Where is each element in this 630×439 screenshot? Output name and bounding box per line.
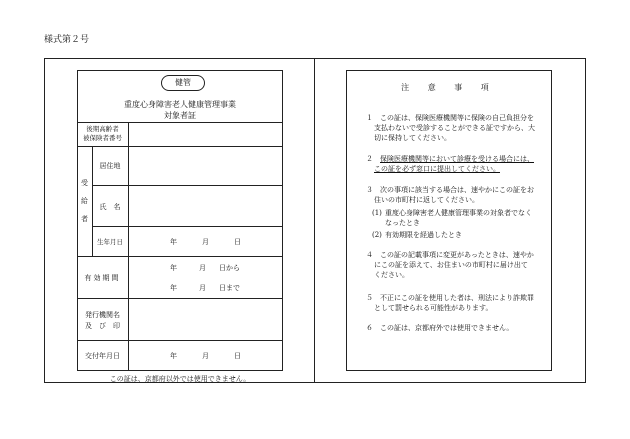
notice-sub-2-line1: 有効期限を経過したとき [385, 231, 462, 239]
dob-month-unit: 月 [202, 238, 209, 246]
notice-item-3-line2: 住いの市町村に返してください。 [374, 196, 479, 204]
rule-address-bottom [92, 185, 283, 186]
rule-recipient-bottom [77, 256, 283, 257]
notice-item-1-line1: この証は、保険医療機関等に保険の自己負担分を [380, 114, 534, 122]
notice-title: 注 意 事 項 [401, 83, 497, 92]
notice-sub-1-line1: 重度心身障害老人健康管理事業の対象者でなく [385, 209, 532, 217]
notice-item-5-line2: として罰せられる可能性があります。 [374, 304, 493, 312]
recipient-label-2: 給 [81, 197, 88, 205]
issue-year-unit: 年 [170, 352, 177, 360]
insurer-label-1: 後期高齢者 [86, 125, 119, 133]
notice-sub-1-num: (1) [372, 209, 382, 217]
notice-item-3-line1: 次の事項に該当する場合は、速やかにこの証をお [380, 186, 534, 194]
card-title-line1: 重度心身障害老人健康管理事業 [124, 100, 236, 109]
issuer-label-2: 及 び 印 [85, 322, 120, 330]
rule-insurer-bottom [77, 146, 283, 147]
validity-label: 有効期間 [84, 274, 121, 282]
vrule-insurer [128, 122, 129, 146]
card-footer-note: この証は、京都府以外では使用できません。 [109, 375, 251, 383]
notice-item-4-line2: にこの証を添えて、お住まいの市町村に届け出て [374, 261, 528, 269]
validity-to-month-unit: 月 [199, 284, 206, 292]
notice-item-4-num: ４ [366, 251, 373, 259]
issue-day-unit: 日 [234, 352, 241, 360]
vrule-values [128, 146, 129, 371]
issue-month-unit: 月 [202, 352, 209, 360]
rule-top [77, 122, 283, 123]
validity-to-day-unit: 日まで [219, 284, 240, 292]
notice-item-4-line3: ください。 [374, 271, 409, 279]
notice-sub-1-line2: なったとき [385, 219, 420, 227]
rule-validity-bottom [77, 298, 283, 299]
dob-year-unit: 年 [170, 238, 177, 246]
issuer-label-1: 発行機関名 [85, 311, 120, 319]
rule-name-bottom [92, 226, 283, 227]
notice-item-2-num: ２ [366, 155, 373, 163]
validity-from-month-unit: 月 [199, 264, 206, 272]
dob-day-unit: 日 [234, 238, 241, 246]
notice-item-6-line1: この証は、京都府外では使用できません。 [380, 324, 514, 332]
recipient-label-3: 者 [81, 215, 88, 223]
notice-item-4-line1: この証の記載事項に変更があったときは、速やか [380, 251, 534, 259]
insurer-label-2: 被保険者番号 [83, 134, 122, 142]
notice-sub-2-num: (2) [372, 231, 382, 239]
validity-to-year-unit: 年 [170, 284, 177, 292]
notice-item-3-num: ３ [366, 186, 373, 194]
name-label: 氏 名 [99, 203, 121, 211]
notice-item-6-num: ６ [366, 324, 373, 332]
address-label: 居住地 [99, 162, 121, 170]
rule-issuer-bottom [77, 340, 283, 341]
notice-item-1-num: １ [366, 114, 373, 122]
notice-item-5-num: ５ [366, 294, 373, 302]
recipient-label-1: 受 [81, 179, 88, 187]
notice-item-1-line2: 支払わないで受診することができる証ですから、大 [374, 124, 535, 132]
notice-item-5-line1: 不正にこの証を使用した者は、刑法により詐欺罪 [380, 294, 534, 302]
card-title-line2: 対象者証 [164, 111, 196, 120]
validity-from-year-unit: 年 [170, 264, 177, 272]
issue-date-label: 交付年月日 [85, 352, 120, 360]
notice-item-2-line1: 保険医療機関等において診療を受ける場合には、 [380, 155, 534, 163]
notice-item-2-line2: この証を必ず窓口に提出してください。 [374, 165, 500, 173]
dob-label: 生年月日 [97, 238, 123, 246]
form-label: 様式第２号 [44, 35, 90, 45]
center-divider [314, 58, 315, 383]
validity-from-day-unit: 日から [219, 264, 240, 272]
notice-item-1-line3: 切に保持してください。 [374, 134, 451, 142]
badge-stamp: 健管 [161, 75, 205, 91]
